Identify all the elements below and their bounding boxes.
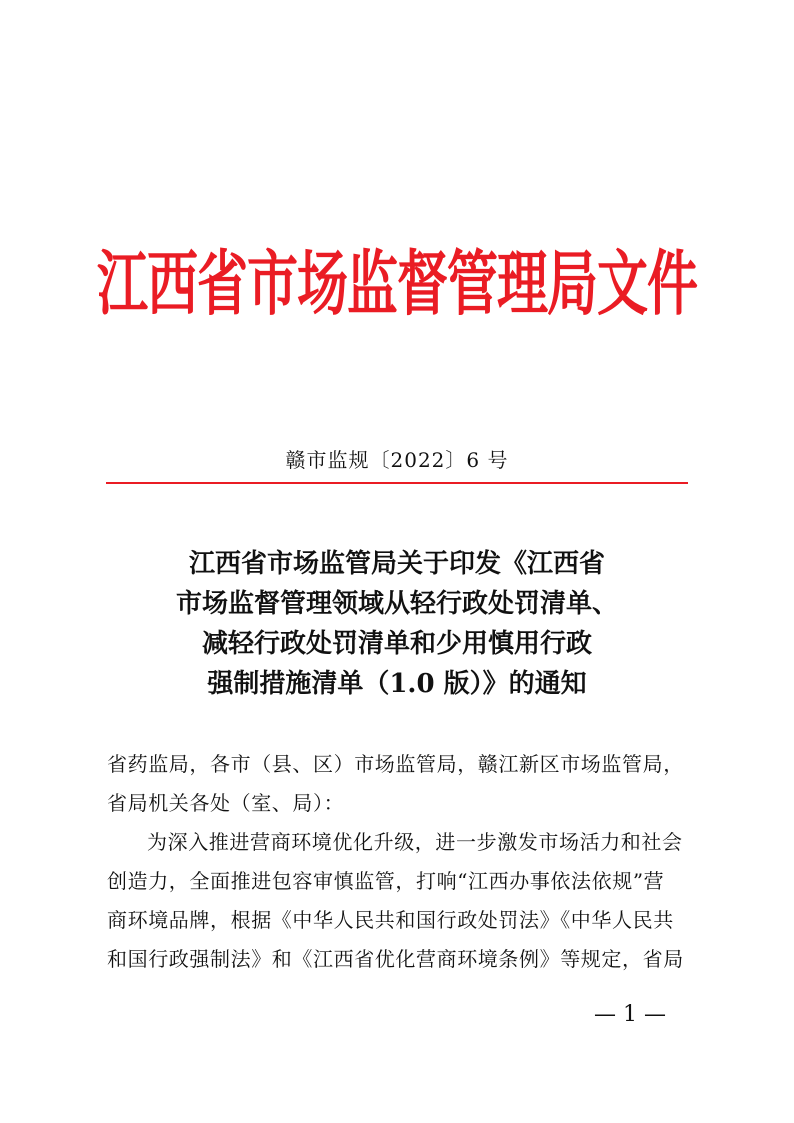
document-title <box>0 544 794 704</box>
paragraph-line: 商环境品牌，根据《中华人民共和国行政处罚法》《中华人民共 <box>107 908 674 932</box>
paragraph-line: 创造力，全面推进包容审慎监管，打响“江西办事依法依规”营 <box>107 869 665 893</box>
title-line: 市场监督管理领域从轻行政处罚清单、 <box>175 589 618 619</box>
masthead-title: 江西省市场监督管理局文件 <box>96 244 697 327</box>
title-line: 强制措施清单（1.0 版）》的通知 <box>207 669 587 699</box>
page-number: — 1 — <box>594 1002 666 1027</box>
addressee-line: 省药监局，各市（县、区）市场监管局，赣江新区市场监管局， <box>107 752 684 776</box>
red-separator-line <box>106 482 688 484</box>
addressee-line: 省局机关各处（室、局）： <box>107 791 345 815</box>
title-line: 江西省市场监管局关于印发《江西省 <box>188 549 605 579</box>
title-line: 减轻行政处罚清单和少用慎用行政 <box>201 629 592 659</box>
addressee <box>107 745 692 823</box>
paragraph-line: 为深入推进营商环境优化升级，进一步激发市场活力和社会 <box>147 830 683 854</box>
body-paragraph <box>107 823 692 979</box>
document-number: 赣市监规〔2022〕6 号 <box>285 448 509 472</box>
paragraph-line: 和国行政强制法》和《江西省优化营商环境条例》等规定，省局 <box>107 947 684 971</box>
document-body <box>107 745 692 979</box>
